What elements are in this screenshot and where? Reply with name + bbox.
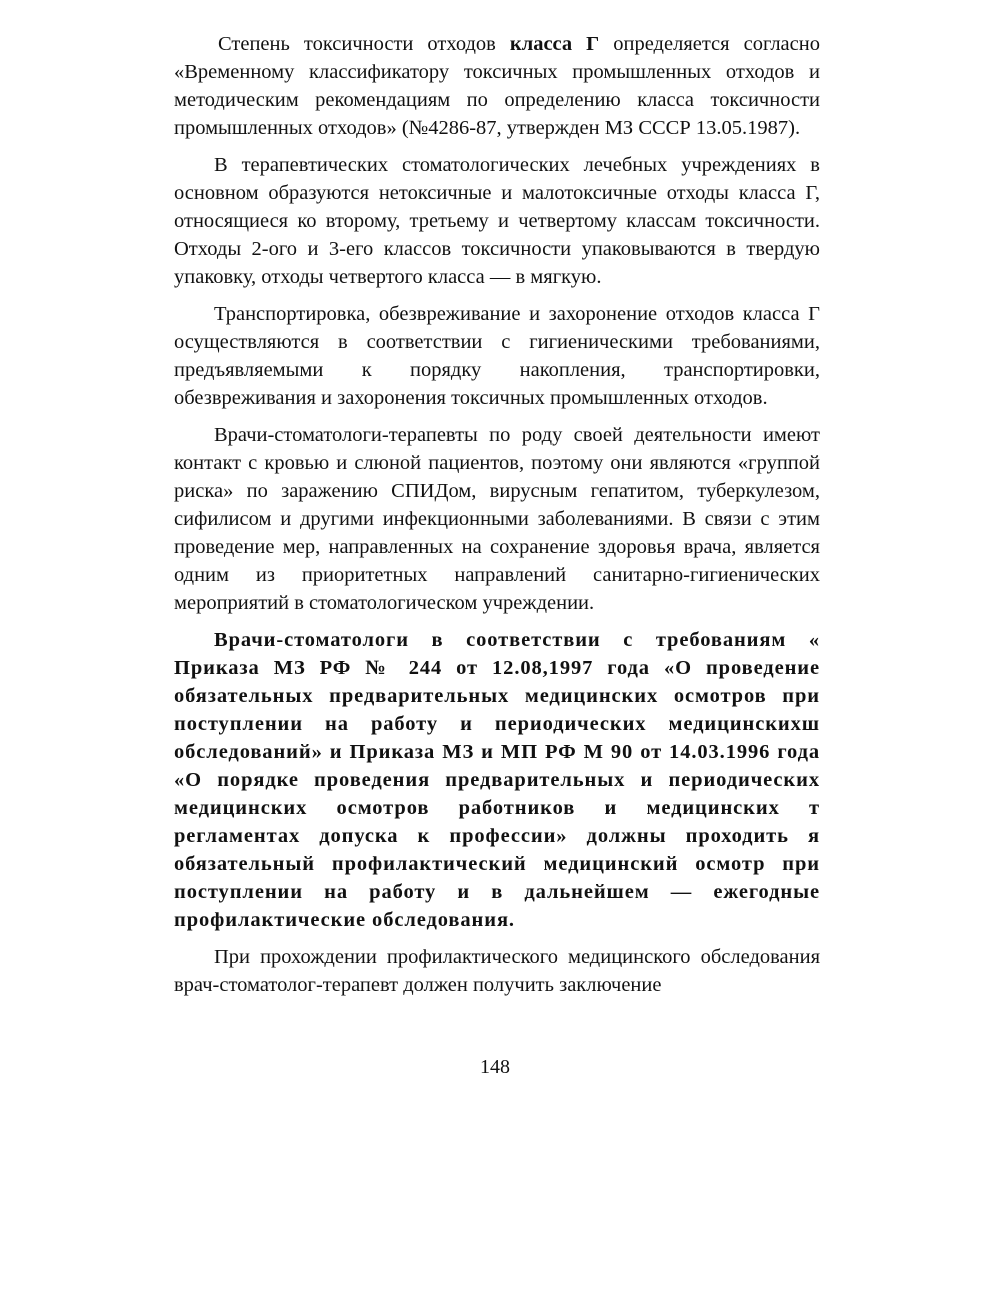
paragraph-medical-examination: При прохождении профилактического медицинского обследования врач-стоматолог-терапевт должен получить заключение	[174, 946, 820, 996]
paragraph-1-text-start: Степень токсичности отходов	[218, 33, 510, 55]
paragraph-toxicity-class	[174, 30, 820, 142]
paragraph-risk-group: Врачи-стоматологи-терапевты по роду своей деятельности имеют контакт с кровью и слюной пациентов, поэтому они являются «группой риска» по заражению СПИДом, вирусным гепатитом, туберкулезом, сифилисом и другими инфекционными заболеваниями. В связи с этим проведение мер, направленных на сохранение здоровья врача, является одним из приоритетных направлений санитарно-гигиенических мероприятий в стоматологическом учреждении.	[174, 424, 820, 614]
page-body	[174, 30, 820, 1008]
class-g-bold: класса Г	[509, 33, 600, 55]
paragraph-therapeutic-waste: В терапевтических стоматологических лечебных учреждениях в основном образуются нетоксичные и малотоксичные отходы класса Г, относящиеся ко второму, третьему и четвертому классам токсичности. Отходы 2-ого и 3-его классов токсичности упаковываются в твердую упаковку, отходы четвертого класса — в мягкую.	[174, 154, 820, 288]
page-number: 148	[480, 1056, 510, 1078]
paragraph-medical-orders: Врачи-стоматологи в соответствии с требованиям « Приказа МЗ РФ № 244 от 12.08,1997 года «О проведение обязательных предварительных медицинских осмотров при поступлении на работу и периодических медицинскихш обследований» и Приказа МЗ и МП РФ М 90 от 14.03.1996 года «О порядке проведения предварительных и периодических медицинских осмотров работников и медицинских т регламентах допуска к профессии» должны проходить я обязательный профилактический медицинский осмотр при поступлении на работу и в дальнейшем — ежегодные профилактические обследования.	[174, 629, 820, 931]
paragraph-1-text-end: определяется согласно «Временному классификатору токсичных промышленных отходов и методическим рекомендациям по определению класса токсичности промышленных отходов» (№4286-87, утвержден МЗ СССР 13.05.1987).	[174, 33, 820, 139]
paragraph-transportation: Транспортировка, обезвреживание и захоронение отходов класса Г осуществляются в соответствии с гигиеническими требованиями, предъявляемыми к порядку накопления, транспортировки, обезвреживания и захоронения токсичных промышленных отходов.	[174, 303, 820, 409]
